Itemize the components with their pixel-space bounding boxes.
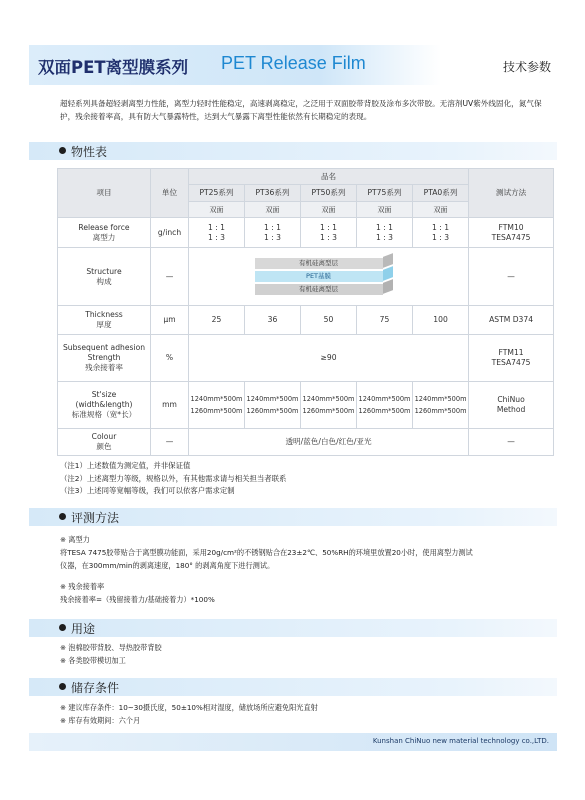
row-label-cn: 离型力 (92, 232, 116, 242)
section-usage-header (29, 619, 557, 637)
row-adhesion (58, 335, 554, 382)
product-name: PT50系列 (301, 185, 357, 202)
row-label (58, 248, 151, 306)
usage-item: ※ 各类胶带模切加工 (60, 656, 126, 665)
bullet-icon (59, 513, 66, 520)
release-cell (357, 218, 413, 248)
test-text: 仪器，在300mm/min的剥离速度，180° 的剥离角度下进行测试。 (60, 561, 275, 570)
row-unit: g/inch (151, 218, 189, 248)
release-cell (189, 218, 245, 248)
product-sub: 双面 (413, 202, 469, 218)
storage-item: ※ 建议库存条件：10~30摄氏度，50±10%相对湿度，储放场所应避免阳光直射 (60, 703, 318, 712)
size-a: 1240mm*500m (190, 395, 243, 403)
size-a: 1240mm*500m (414, 395, 467, 403)
product-sub: 双面 (301, 202, 357, 218)
bullet-icon (59, 683, 66, 690)
bullet-icon (59, 624, 66, 631)
size-cell (301, 382, 357, 429)
note: （注1）上述数值为测定值，并非保证值 (60, 461, 191, 470)
section-properties-header (29, 142, 557, 160)
header-product-group: 品名 (189, 169, 469, 185)
title-cn: 双面PET离型膜系列 (38, 58, 189, 77)
bullet-icon (59, 147, 66, 154)
method-line: ChiNuo (497, 395, 525, 404)
layer-silicone-top (255, 258, 383, 269)
test-text: 残余接着率=（残留接着力/基础接着力）*100% (60, 595, 215, 604)
ratio-b: 1 : 3 (432, 232, 450, 242)
ratio-a: 1 : 1 (432, 222, 450, 232)
ratio-a: 1 : 1 (319, 222, 338, 232)
product-sub: 双面 (189, 202, 245, 218)
release-cell (301, 218, 357, 248)
layer-pet-base (255, 271, 383, 282)
method-line: Method (496, 405, 526, 414)
ratio-a: 1 : 1 (207, 222, 226, 232)
row-label (58, 306, 151, 335)
row-release-force (58, 218, 554, 248)
row-label (58, 335, 151, 382)
row-unit: — (151, 248, 189, 306)
row-label-en: Release force (78, 222, 130, 232)
row-method: — (469, 248, 554, 306)
method-line: FTM11 (498, 348, 524, 357)
storage-item: ※ 库存有效期间：六个月 (60, 716, 141, 725)
header-unit: 单位 (151, 169, 189, 218)
row-label-cn: 标准规格（宽*长） (71, 410, 137, 419)
note: （注3）上述同等宽幅等级，我们可以依客户需求定制 (60, 486, 235, 495)
row-label-en: Thickness (85, 310, 123, 319)
row-label-en: (width&length) (75, 400, 133, 409)
thickness-value: 36 (245, 306, 301, 335)
method-line: FTM10 (498, 222, 524, 232)
row-thickness (58, 306, 554, 335)
test-methods (60, 533, 473, 606)
row-label-en: Strength (87, 353, 121, 362)
layer-label: PET基膜 (306, 271, 332, 280)
layer-edge (383, 279, 393, 294)
size-a: 1240mm*500m (302, 395, 355, 403)
section-title: 评测方法 (71, 511, 120, 525)
size-cell (357, 382, 413, 429)
row-unit: μm (151, 306, 189, 335)
size-b: 1260mm*500m (358, 407, 411, 415)
ratio-b: 1 : 3 (319, 232, 338, 242)
section-test-header (29, 508, 557, 526)
layer-label: 有机硅离型层 (299, 258, 339, 267)
usage-list (60, 641, 162, 667)
row-label-en: Subsequent adhesion (62, 343, 146, 352)
row-method: ASTM D374 (469, 306, 554, 335)
section-title: 储存条件 (71, 681, 120, 695)
row-method (469, 218, 554, 248)
row-method: — (469, 429, 554, 456)
size-cell (245, 382, 301, 429)
table-notes (60, 460, 286, 498)
note: （注2）上述离型力等级，规格以外，有其他需求请与相关担当者联系 (60, 473, 287, 483)
header-method: 测试方法 (469, 169, 554, 218)
tech-params-label: 技术参数 (502, 60, 551, 74)
row-label (58, 429, 151, 456)
section-storage-header (29, 678, 557, 696)
section-title: 用途 (71, 622, 96, 636)
structure-diagram-cell (189, 248, 469, 306)
method-line: TESA7475 (491, 358, 531, 367)
thickness-value: 25 (189, 306, 245, 335)
ratio-b: 1 : 3 (207, 232, 226, 242)
size-b: 1260mm*500m (414, 407, 467, 415)
size-a: 1240mm*500m (358, 395, 411, 403)
row-label-en: Structure (86, 266, 122, 276)
method-line: TESA7475 (491, 232, 531, 242)
thickness-value: 75 (357, 306, 413, 335)
layer-edge (383, 266, 393, 281)
row-label (58, 382, 151, 429)
row-unit: % (151, 335, 189, 382)
row-label-cn: 颜色 (96, 442, 112, 451)
layer-label: 有机硅离型层 (299, 284, 339, 293)
colour-value: 透明/蓝色/白色/红色/亚光 (189, 429, 469, 456)
test-heading: ※ 离型力 (60, 535, 90, 544)
row-label-cn: 构成 (96, 276, 112, 286)
row-method (469, 335, 554, 382)
layer-edge (383, 253, 393, 268)
section-title: 物性表 (71, 145, 108, 159)
thickness-value: 100 (413, 306, 469, 335)
release-cell (413, 218, 469, 248)
row-label-cn: 残余接着率 (85, 363, 123, 372)
row-unit: mm (151, 382, 189, 429)
adhesion-value: ≥90 (189, 335, 469, 382)
row-label-cn: 厚度 (96, 320, 112, 329)
title-en: PET Release Film (221, 53, 366, 73)
layer-silicone-bottom (255, 284, 383, 295)
release-cell (245, 218, 301, 248)
company-name: Kunshan ChiNuo new material technology co.,LTD. (372, 737, 549, 745)
intro-paragraph: 超轻系列具备超轻剥离型力性能，离型力轻时性能稳定，高速剥离稳定，之泛用于双面胶带背胶及涂布多次带胶。无溶剂UV紫外线固化，氮气保护，残余接着率高，具有防大气暴露特性，达到大气暴露下离型性能依然有长期稳定的表现。 (60, 99, 542, 121)
product-name: PT25系列 (189, 185, 245, 202)
properties-table (57, 168, 554, 456)
size-a: 1240mm*500m (246, 395, 299, 403)
product-name: PT36系列 (245, 185, 301, 202)
size-b: 1260mm*500m (190, 407, 243, 415)
row-label-en: St'size (91, 390, 117, 399)
usage-item: ※ 泡棉胶带背胶、导热胶带背胶 (60, 643, 162, 652)
test-heading: ※ 残余接着率 (60, 582, 105, 591)
storage-list (60, 701, 318, 727)
test-text: 将TESA 7475胶带贴合于离型膜功能面，采用20g/cm²的不锈钢贴合在23±2℃、50%RH的环境里放置20小时，使用离型力测试 (60, 548, 473, 557)
row-colour (58, 429, 554, 456)
row-size (58, 382, 554, 429)
footer-bar (29, 733, 557, 751)
row-method (469, 382, 554, 429)
size-cell (413, 382, 469, 429)
thickness-value: 50 (301, 306, 357, 335)
product-name: PT75系列 (357, 185, 413, 202)
row-unit: — (151, 429, 189, 456)
ratio-b: 1 : 3 (263, 232, 282, 242)
ratio-b: 1 : 3 (375, 232, 394, 242)
title-banner (29, 45, 557, 85)
row-label-en: Colour (91, 432, 117, 441)
layer-stack-diagram (249, 255, 409, 299)
ratio-a: 1 : 1 (263, 222, 282, 232)
header-item: 项目 (58, 169, 151, 218)
product-sub: 双面 (245, 202, 301, 218)
row-structure (58, 248, 554, 306)
product-name: PTA0系列 (413, 185, 469, 202)
size-b: 1260mm*500m (246, 407, 299, 415)
size-b: 1260mm*500m (302, 407, 355, 415)
ratio-a: 1 : 1 (375, 222, 394, 232)
product-sub: 双面 (357, 202, 413, 218)
size-cell (189, 382, 245, 429)
row-label (58, 218, 151, 248)
